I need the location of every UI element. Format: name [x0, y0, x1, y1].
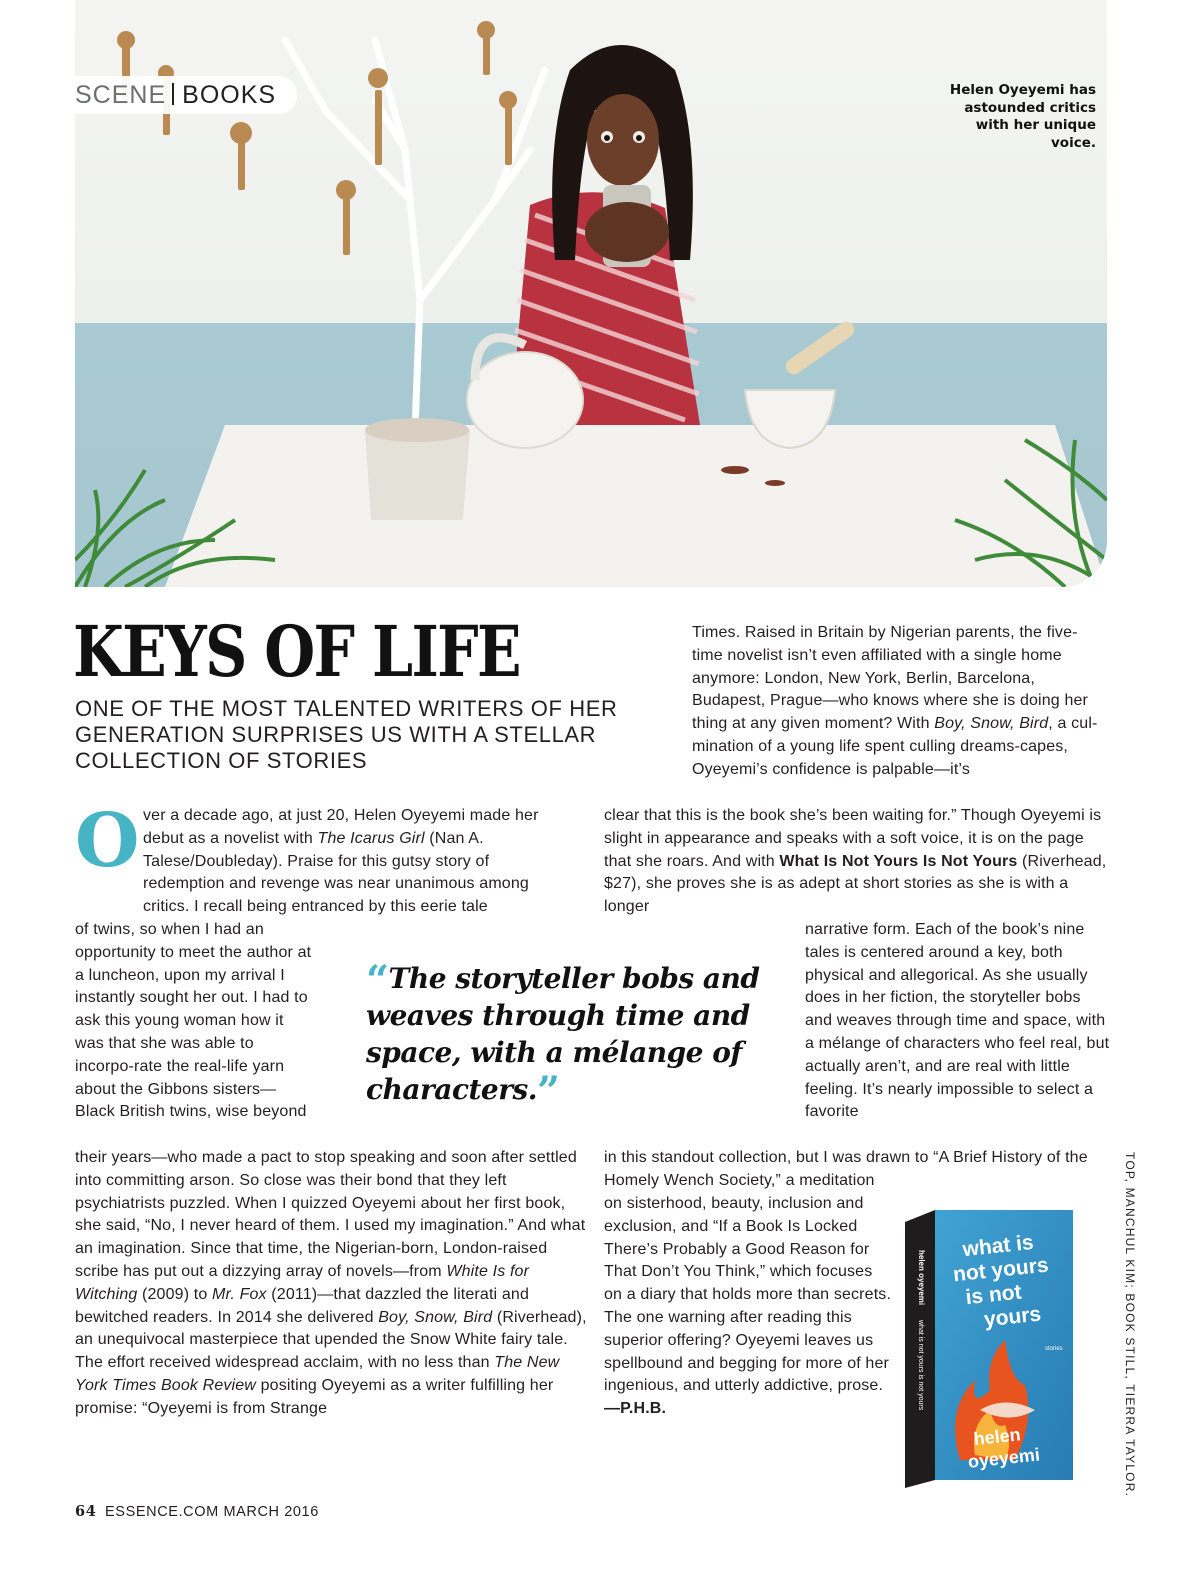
book-title-boy-snow-bird-2: Boy, Snow, Bird [934, 715, 1049, 733]
teapot [467, 352, 583, 448]
body-right-wide [604, 805, 1112, 919]
book-title-icarus: The Icarus Girl [317, 829, 425, 847]
open-quote-icon: “ [366, 957, 389, 1004]
body-paragraph: in this standout collection, but I was drawn to “A Brief History of the Homely Wench Society,” a meditation [604, 1149, 1088, 1189]
drop-cap: O [75, 798, 140, 884]
author-signoff: —P.H.B. [604, 1400, 667, 1418]
cover-author-line: oyeyemi [966, 1444, 1041, 1472]
body-paragraph [604, 805, 1112, 919]
body-right-narrow [805, 919, 1110, 1124]
issue-date: MARCH 2016 [223, 1504, 319, 1520]
opening-paragraph [75, 798, 561, 919]
text-run: on sisterhood, beauty, inclusion and exclusion, and “If a Book Is Locked There’s Probably a Good Reason for That Don’t You Think,” which focuses on a diary that holds more than secrets. The one warning after reading this superior offering? Oyeyemi leaves us spellbound and begging for more of her ingenious, and utterly addictive, prose. [604, 1195, 892, 1395]
pull-quote-text: The storyteller bobs and weaves through time and space, with a mélange of characters. [366, 962, 760, 1106]
text-run: (Riverhead), an unequivocal masterpiece that upended the Snow White fairy tale. The effort received widespread acclaim, with no less than [75, 1308, 587, 1372]
book-title-fox: Mr. Fox [212, 1285, 267, 1303]
dek: ONE OF THE MOST TALENTED WRITERS OF HER GENERATION SURPRISES US WITH A STELLAR COLLECTION OF STORIES [75, 696, 618, 773]
book-title-boy-snow-bird: Boy, Snow, Bird [378, 1308, 493, 1326]
body-right-top [692, 622, 1098, 782]
section-scene-label: SCENE [75, 81, 167, 109]
text-run: , a cul-mination of a young life spent culling dreams-capes, Oyeyemi’s confidence is palpable—it’s [692, 715, 1098, 778]
cover-title-line: what is [961, 1230, 1035, 1262]
plant-pot [365, 430, 470, 520]
cover-subtitle: stories [1045, 1346, 1063, 1352]
text-run: (Riverhead, $27), she proves she is as adept at short stories as she is with a longer [604, 852, 1107, 916]
photo-caption: Helen Oyeyemi has astounded critics with her unique voice. [949, 82, 1096, 151]
book-cover [905, 1210, 1075, 1488]
photo-credit: TOP, MANCHUL KIM; BOOK STILL, TIERRA TAYLOR. [1123, 1152, 1137, 1498]
section-divider [172, 83, 174, 105]
body-left-opening [75, 798, 561, 919]
body-right-bottom [604, 1193, 894, 1421]
headline: KEYS OF LIFE [73, 610, 520, 693]
cover-author-line: helen [972, 1424, 1022, 1450]
text-run: (2011)—that dazzled the literati and bewitched readers. In 2014 she delivered [75, 1285, 529, 1326]
body-paragraph [604, 1193, 894, 1421]
site-name: ESSENCE.COM [105, 1504, 219, 1520]
body-paragraph [75, 1147, 587, 1421]
hanging-keys [117, 21, 517, 255]
close-quote-icon: ” [537, 1068, 560, 1115]
cover-title-line: yours [982, 1302, 1043, 1332]
text-run: positing Oyeyemi as a writer fulfilling her promise: “Oyeyemi is from Strange [75, 1376, 554, 1417]
text-run: ver a decade ago, at just 20, Helen Oyeyemi made her debut as a novelist with [143, 807, 539, 847]
cover-title-line: not yours [952, 1253, 1050, 1287]
cover-title-line: is not [964, 1280, 1023, 1310]
text-run: clear that this is the book she’s been waiting for.” Though Oyeyemi is slight in appearance and speaks with a soft voice, it is on the page that she roars. And with [604, 807, 1102, 870]
book-title-witching: White Is for Witching [75, 1262, 530, 1303]
pull-quote [366, 957, 786, 1115]
hands [585, 202, 669, 262]
face [587, 94, 659, 186]
publication-title-nytbr: The New York Times Book Review [75, 1354, 560, 1394]
body-left-narrow [75, 919, 315, 1124]
body-right-lower [604, 1147, 1094, 1193]
section-tag [75, 76, 297, 114]
body-paragraph: narrative form. Each of the book’s nine tales is centered around a key, both physical and allegorical. As she usually does in her fiction, the storyteller bobs and weaves through time and space, with a mélange of characters who feel real, but actually aren’t, and are real with little feeling. It’s nearly impossible to select a favorite [805, 921, 1110, 1121]
spine-title: what is not yours is not yours [917, 1320, 924, 1411]
page-folio [75, 1503, 319, 1520]
body-paragraph [692, 622, 1098, 782]
body-left-bottom [75, 1147, 587, 1421]
featured-book-title: What Is Not Yours Is Not Yours [779, 852, 1018, 870]
text-run: Times. Raised in Britain by Nigerian parents, the five-time novelist isn’t even affiliated with a single home anymore: London, New York, Berlin, Barcelona, Budapest, Prague—who knows where she is doing her thing at any given moment? With [692, 624, 1089, 733]
text-run: (2009) to [137, 1285, 213, 1303]
spine-author: helen oyeyemi [917, 1250, 926, 1306]
page-number: 64 [75, 1503, 97, 1520]
section-topic-label: BOOKS [182, 81, 277, 109]
body-paragraph: of twins, so when I had an opportunity to meet the author at a luncheon, upon my arrival I instantly sought her out. I had to ask this young woman how it was that she was able to incorpo-rate the real-life yarn about the Gibbons sisters—Black British twins, wise beyond [75, 921, 312, 1121]
text-run: (Nan A. Talese/Doubleday). Praise for this gutsy story of redemption and revenge was near unanimous among critics. I recall being entranced by this eerie tale [143, 829, 529, 916]
table [165, 425, 1107, 587]
text-run: their years—who made a pact to stop speaking and soon after settled into committing arson. So close was their bond that they left psychiatrists puzzled. When I quizzed Oyeyemi about her first book, she said, “No, I never heard of them. I used my imagination.” And what an imagination. Since that time, the Nigerian-born, London-raised scribe has put out a dizzying array of novels—from [75, 1149, 586, 1280]
